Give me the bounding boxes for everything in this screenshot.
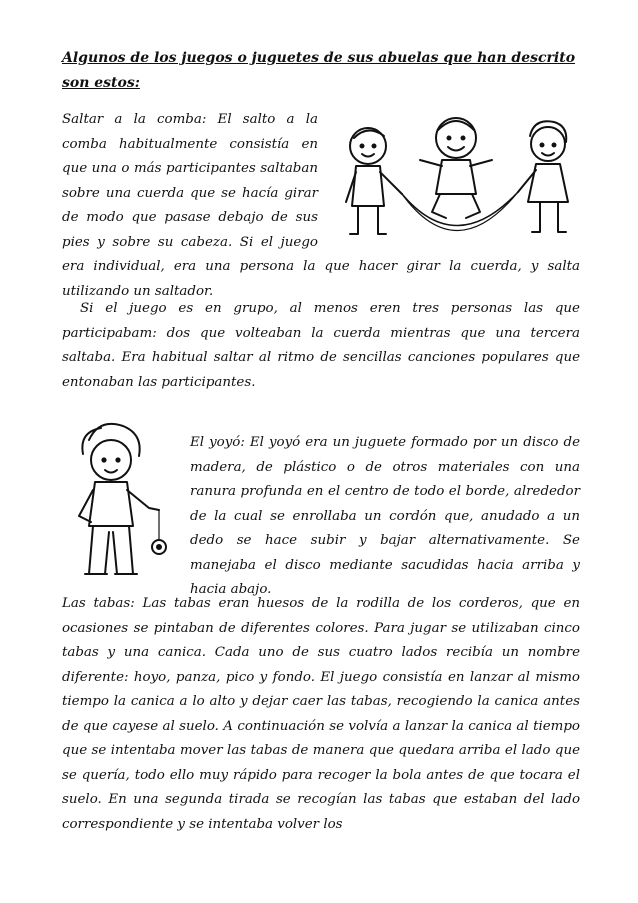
- paragraph-yoyo: El yoyó: El yoyó era un juguete formado por un disco de madera, de plástico o de otros materiales con una ranura profunda en el centro de todo el borde, alrededor de la cual se enrollaba un cordón que, anudado a un dedo se hace subir y bajar alternativamente. Se manejaba el disco mediante sacudidas hacia arriba y hacia abajo.: [190, 435, 580, 597]
- document-title: Algunos de los juegos o juguetes de sus abuelas que han descrito son estos:: [62, 50, 576, 91]
- paragraph-tabas: Las tabas: Las tabas eran huesos de la rodilla de los corderos, que en ocasiones se pintaban de diferentes colores. Para jugar se utilizaban cinco tabas y una canica. Cada uno de sus cuatro lados recibía un nombre diferente: hoyo, panza, pico y fondo. El juego consistía en lanzar al mismo tiempo la canica a lo alto y dejar caer las tabas, recogiendo la canica antes de que cayese al suelo. A continuación se volvía a lanzar la canica al tiempo que se intentaba mover las tabas de manera que quedara arriba el lado que se quería, todo ello muy rápido para recoger la bola antes de que tocara el suelo. En una segunda tirada se recogían las tabas que estaban del lado correspondiente y se intentaba volver los: [62, 596, 580, 832]
- paragraph-comba: [62, 108, 580, 304]
- paragraph-grupo-text: Si el juego es en grupo, al menos eren tres personas las que participabam: dos que volteaban la cuerda mientras que una tercera saltaba. Era habitual saltar al ritmo de sencillas canciones populares que entonaban las participantes.: [62, 301, 580, 390]
- illustration-yoyo-child: [63, 420, 181, 586]
- illustration-jump-rope-kids: [330, 108, 580, 255]
- paragraph-comba-text: Saltar a la comba: El salto a la comba habitualmente consistía en que una o más participantes saltaban sobre una cuerda que se hacía girar de modo que pasase debajo de sus pies y sobre su cabeza. Si el juego era individual, era una persona la que hacer girar la cuerda, y salta utilizando un saltador.: [62, 112, 580, 299]
- paragraph-grupo: [62, 297, 580, 395]
